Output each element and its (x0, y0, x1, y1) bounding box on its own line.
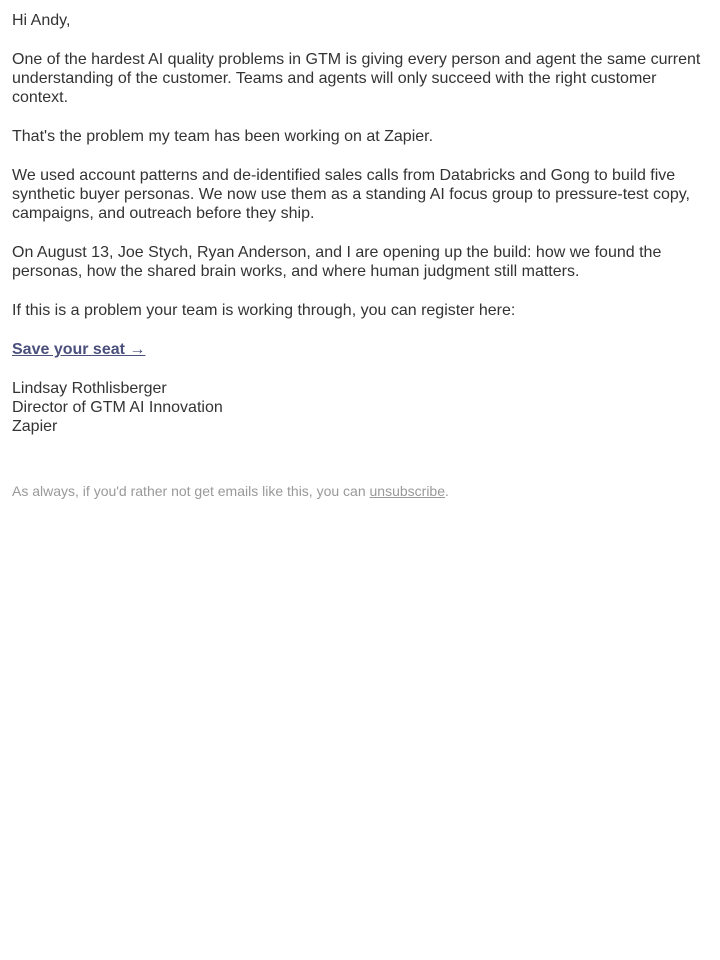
paragraph-problem: That's the problem my team has been working on at Zapier. (12, 128, 434, 145)
signature (12, 379, 708, 436)
unsubscribe-link[interactable]: unsubscribe (369, 483, 446, 499)
paragraph-event: On August 13, Joe Stych, Ryan Anderson, and I are opening up the build: how we found the personas, how the shared brain works, and where human judgment still matters. (12, 244, 662, 280)
signature-title: Director of GTM AI Innovation (12, 399, 223, 416)
footer-period: . (445, 483, 449, 499)
footer (12, 483, 708, 500)
paragraph-personas: We used account patterns and de-identified sales calls from Databricks and Gong to build five synthetic buyer personas. We now use them as a standing AI focus group to pressure-test copy, campaigns, and outreach before they ship. (12, 167, 690, 222)
paragraph-register: If this is a problem your team is working through, you can register here: (12, 302, 516, 319)
cta-container (12, 340, 708, 359)
footer-text: As always, if you'd rather not get emails like this, you can (12, 483, 370, 499)
save-your-seat-link[interactable]: Save your seat → (12, 341, 146, 358)
signature-name: Lindsay Rothlisberger (12, 380, 167, 397)
signature-company: Zapier (12, 418, 58, 435)
greeting: Hi Andy, (12, 12, 71, 29)
paragraph-intro: One of the hardest AI quality problems in GTM is giving every person and agent the same current understanding of the customer. Teams and agents will only succeed with the right customer context. (12, 51, 701, 106)
